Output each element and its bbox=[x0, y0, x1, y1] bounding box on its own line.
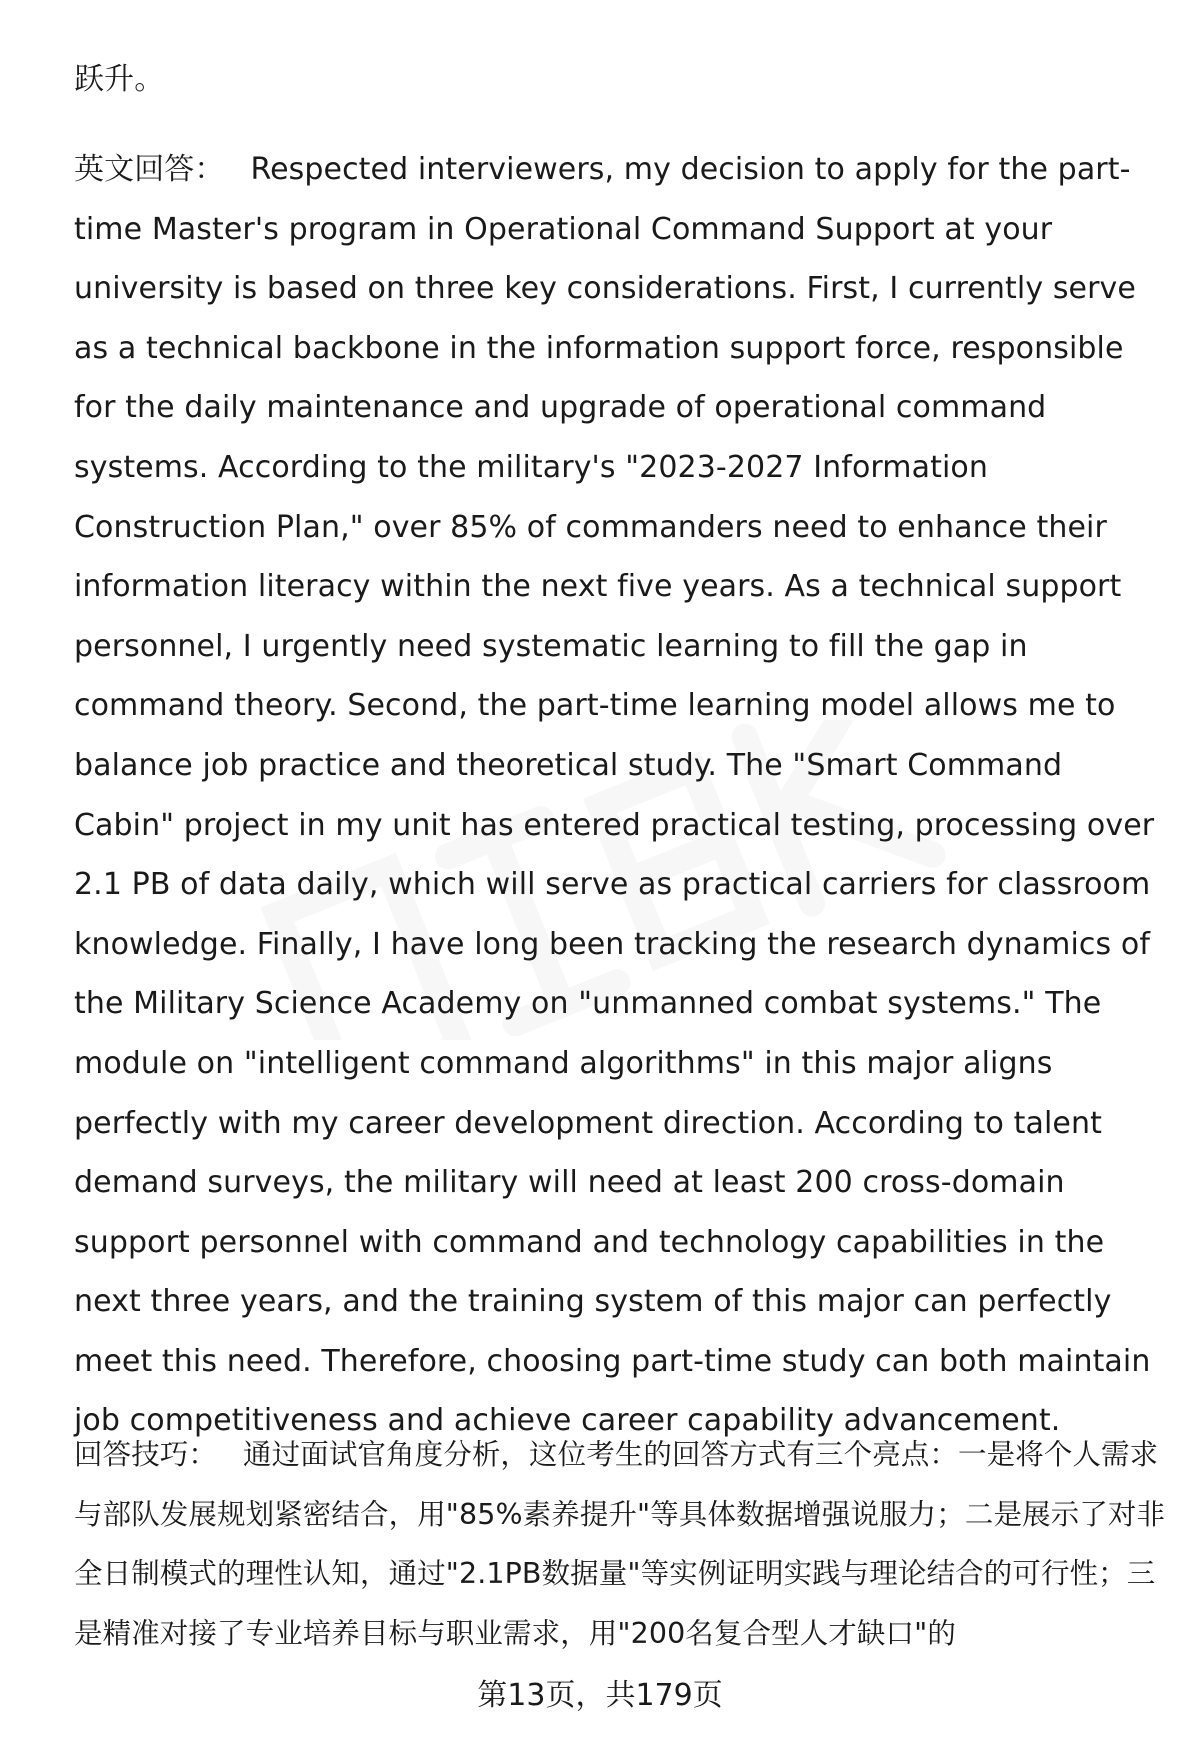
previous-paragraph-fragment: 跃升。 bbox=[74, 62, 165, 97]
answer-tips-label: 回答技巧： bbox=[74, 1438, 218, 1471]
english-answer-paragraph bbox=[74, 140, 1164, 1451]
page-number-footer: 第13页，共179页 bbox=[477, 1678, 723, 1713]
answer-tips-paragraph bbox=[74, 1425, 1174, 1663]
english-answer-text: Respected interviewers, my decision to apply for the part-time Master's program in Operational Command Support at your university is based on three key considerations. First, I currently serve as a technical backbone in the information support force, responsible for the daily maintenance and upgrade of operational command systems. According to the military's "2023-2027 Information Construction Plan," over 85% of commanders need to enhance their information literacy within the next five years. As a technical support personnel, I urgently need systematic learning to fill the gap in command theory. Second, the part-time learning model allows me to balance job practice and theoretical study. The "Smart Command Cabin" project in my unit has entered practical testing, processing over 2.1 PB of data daily, which will serve as practical carriers for classroom knowledge. Finally, I have long been tracking the research dynamics of the Military Science Academy on "unmanned combat systems." The module on "intelligent command algorithms" in this major aligns perfectly with my career development direction. According to talent demand surveys, the military will need at least 200 cross-domain support personnel with command and technology capabilities in the next three years, and the training system of this major can perfectly meet this need. Therefore, choosing part-time study can both maintain job competitiveness and achieve career capability advancement. bbox=[74, 152, 1155, 1439]
english-answer-label: 英文回答： bbox=[74, 152, 225, 187]
answer-tips-text: 通过面试官角度分析，这位考生的回答方式有三个亮点：一是将个人需求与部队发展规划紧密结合，用"85%素养提升"等具体数据增强说服力；二是展示了对非全日制模式的理性认知，通过"2.1PB数据量"等实例证明实践与理论结合的可行性；三是精准对接了专业培养目标与职业需求，用"200名复合型人才缺口"的 bbox=[74, 1438, 1166, 1650]
